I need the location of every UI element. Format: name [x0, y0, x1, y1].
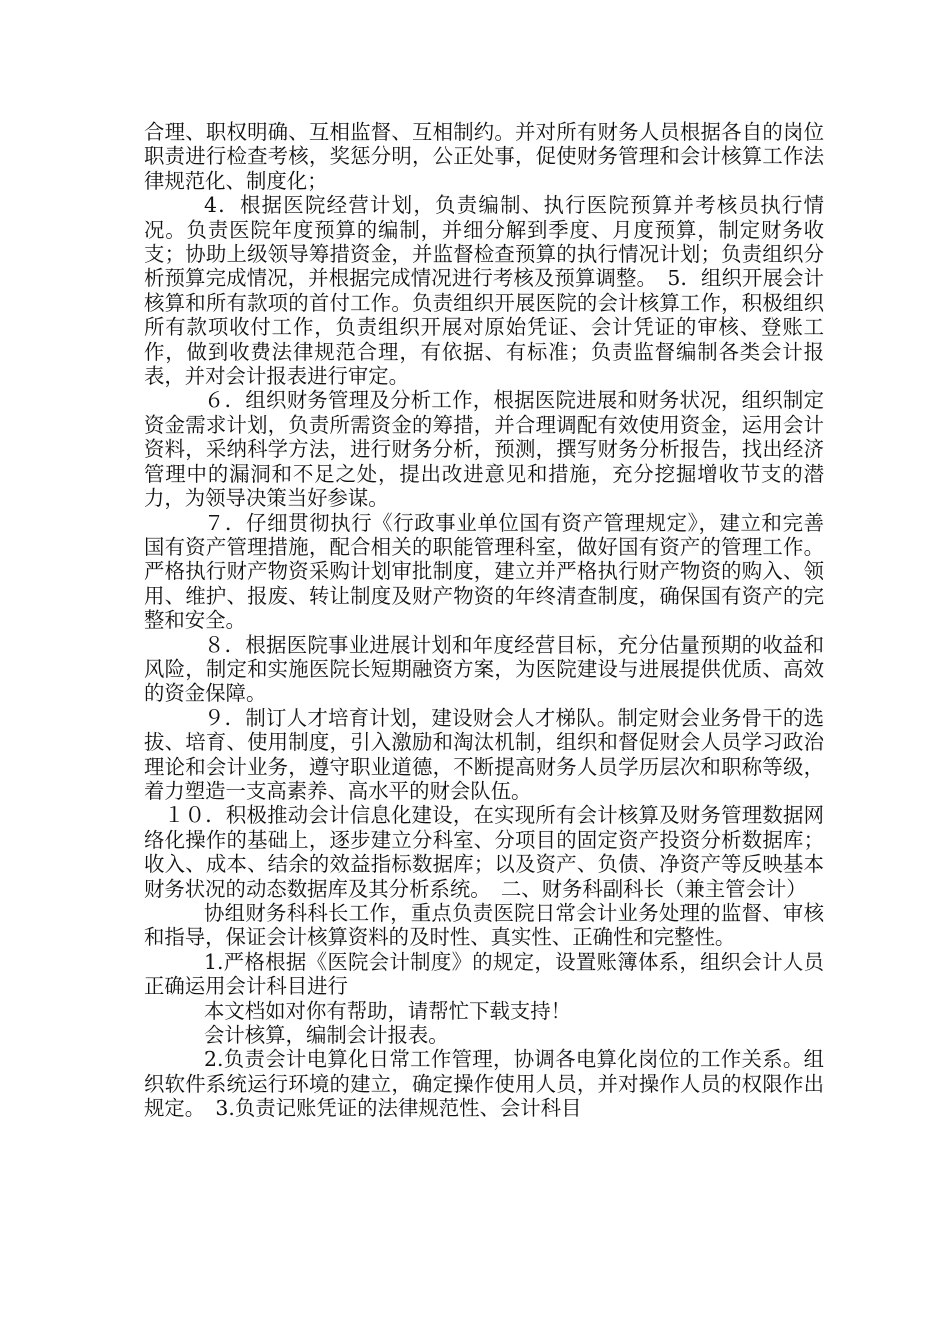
- download-support-note: 本文档如对你有帮助，请帮忙下载支持！: [204, 998, 572, 1023]
- paragraph-item-8: ８．根据医院事业进展计划和年度经营目标，充分估量预期的收益和风险，制定和实施医院长短期融资方案，为医院建设与进展提供优质、高效的资金保障。: [144, 632, 824, 706]
- document-page: [144, 120, 824, 1121]
- paragraph-item-6: ６．组织财务管理及分析工作，根据医院进展和财务状况，组织制定资金需求计划，负责所需资金的筹措，并合理调配有效使用资金，运用会计资料，采纳科学方法，进行财务分析，预测，撰写财务分析报告，找出经济管理中的漏洞和不足之处，提出改进意见和措施，充分挖掘增收节支的潜力，为领导决策当好参谋。: [144, 388, 824, 511]
- paragraph-item-4-5: 4．根据医院经营计划，负责编制、执行医院预算并考核员执行情况。负责医院年度预算的编制，并细分解到季度、月度预算，制定财务收支；协助上级领导筹措资金，并监督检查预算的执行情况计划；负责组织分析预算完成情况，并根据完成情况进行考核及预算调整。 5．组织开展会计核算和所有款项的首付工作。负责组织开展医院的会计核算工作，积极组织所有款项收付工作，负责组织开展对原始凭证、会计凭证的审核、登账工作，做到收费法律规范合理，有依据、有标准；负责监督编制各类会计报表，并对会计报表进行审定。: [144, 193, 824, 389]
- paragraph-item-10: １０．积极推动会计信息化建设，在实现所有会计核算及财务管理数据网络化操作的基础上，逐步建立分科室、分项目的固定资产投资分析数据库；收入、成本、结余的效益指标数据库；以及资产、负债、净资产等反映基本财务状况的动态数据库及其分析系统。 二、财务科副科长（兼主管会计）: [144, 803, 824, 901]
- paragraph-duty-1-cont: 会计核算，编制会计报表。: [204, 1023, 449, 1048]
- paragraph-duty-1: 1.严格根据《医院会计制度》的规定，设置账簿体系，组织会计人员正确运用会计科目进行: [144, 949, 824, 999]
- paragraph-1: 合理、职权明确、互相监督、互相制约。并对所有财务人员根据各自的岗位职责进行检查考核，奖惩分明，公正处事，促使财务管理和会计核算工作法律规范化、制度化；: [144, 120, 824, 193]
- paragraph-item-7: ７．仔细贯彻执行《行政事业单位国有资产管理规定》，建立和完善国有资产管理措施，配合相关的职能管理科室，做好国有资产的管理工作。严格执行财产物资采购计划审批制度，建立并严格执行财产物资的购入、领用、维护、报废、转让制度及财产物资的年终清查制度，确保国有资产的完整和安全。: [144, 510, 824, 633]
- paragraph-duty-2-3: 2.负责会计电算化日常工作管理，协调各电算化岗位的工作关系。组织软件系统运行环境的建立，确定操作使用人员，并对操作人员的权限作出规定。 3.负责记账凭证的法律规范性、会计科目: [144, 1047, 824, 1121]
- paragraph-deputy-duties: 协组财务科科长工作，重点负责医院日常会计业务处理的监督、审核和指导，保证会计核算资料的及时性、真实性、正确性和完整性。: [144, 901, 824, 950]
- paragraph-item-9: ９．制订人才培育计划，建设财会人才梯队。制定财会业务骨干的选拔、培育、使用制度，引入激励和淘汰机制，组织和督促财会人员学习政治理论和会计业务，遵守职业道德，不断提高财务人员学历层次和职称等级，着力塑造一支高素养、高水平的财会队伍。: [144, 705, 824, 803]
